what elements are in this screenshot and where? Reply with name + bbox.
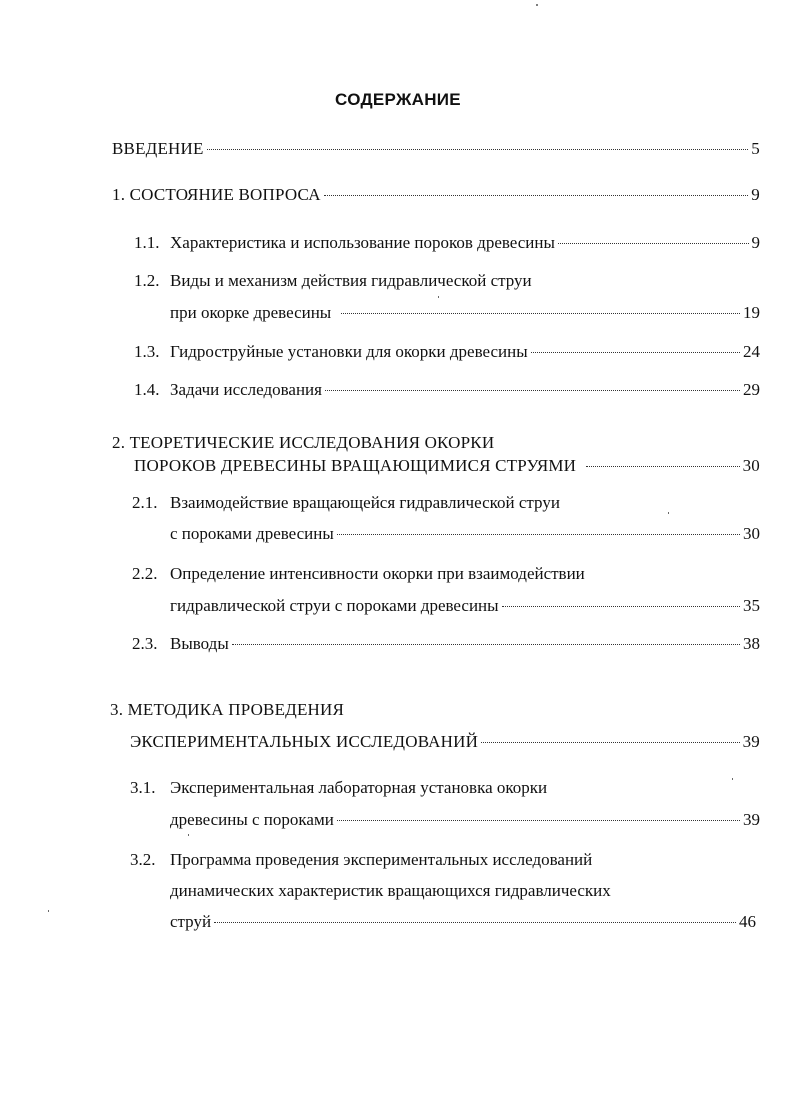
toc-entry-chapter-3-line1[interactable]: 3. МЕТОДИКА ПРОВЕДЕНИЯ xyxy=(110,700,345,719)
toc-entry-2-1-line1[interactable] xyxy=(132,493,560,515)
toc-entry-2-1-line2[interactable] xyxy=(170,524,760,546)
toc-section-number: 3.1. xyxy=(130,778,156,797)
scan-speck xyxy=(536,4,538,6)
toc-entry-text: 1. СОСТОЯНИЕ ВОПРОСА xyxy=(112,185,321,204)
toc-entry-text: Взаимодействие вращающейся гидравлической струи xyxy=(170,493,560,512)
toc-entry-chapter-3-line2[interactable] xyxy=(130,732,760,754)
dot-leader xyxy=(232,644,740,645)
toc-entry-text: Экспериментальная лабораторная установка окорки xyxy=(170,778,548,797)
toc-entry-1-2-line1[interactable] xyxy=(134,271,532,293)
dot-leader xyxy=(481,742,740,743)
toc-entry-2-3[interactable] xyxy=(132,634,760,656)
toc-section-number: 2.3. xyxy=(132,634,158,653)
toc-page-number: 29 xyxy=(743,380,760,399)
toc-entry-chapter-1[interactable] xyxy=(112,185,760,207)
dot-leader xyxy=(324,195,749,196)
toc-entry-3-1-line2[interactable] xyxy=(170,810,760,832)
dot-leader xyxy=(207,149,749,150)
toc-section-number: 1.2. xyxy=(134,271,160,290)
toc-page-number: 39 xyxy=(743,810,760,829)
toc-entry-text: древесины с пороками xyxy=(170,810,334,829)
toc-entry-text: ЭКСПЕРИМЕНТАЛЬНЫХ ИССЛЕДОВАНИЙ xyxy=(130,732,479,751)
dot-leader xyxy=(531,352,740,353)
toc-entry-text: Задачи исследования xyxy=(170,380,322,399)
toc-entry-text: при окорке древесины xyxy=(170,303,332,322)
toc-entry-chapter-2-line1[interactable]: 2. ТЕОРЕТИЧЕСКИЕ ИССЛЕДОВАНИЯ ОКОРКИ xyxy=(112,433,495,452)
dot-leader xyxy=(586,466,739,467)
toc-entry-text: ПОРОКОВ ДРЕВЕСИНЫ ВРАЩАЮЩИМИСЯ СТРУЯМИ xyxy=(134,456,577,475)
toc-entry-text: ВВЕДЕНИЕ xyxy=(112,139,204,158)
dot-leader xyxy=(341,313,740,314)
toc-entry-3-2-line3[interactable] xyxy=(170,912,756,934)
toc-section-number: 1.4. xyxy=(134,380,160,399)
dot-leader xyxy=(214,922,736,923)
dot-leader xyxy=(337,820,740,821)
page-title: СОДЕРЖАНИЕ xyxy=(335,90,461,109)
toc-page-number: 30 xyxy=(743,524,760,543)
scan-speck xyxy=(438,296,439,298)
scan-speck xyxy=(732,778,733,780)
toc-page-number: 9 xyxy=(751,233,760,252)
toc-entry-text: Виды и механизм действия гидравлической струи xyxy=(170,271,532,290)
toc-entry-chapter-2-line2[interactable] xyxy=(134,456,760,478)
toc-entry-2-2-line2[interactable] xyxy=(170,596,760,618)
toc-entry-1-2-line2[interactable] xyxy=(170,303,760,325)
dot-leader xyxy=(337,534,740,535)
toc-entry-2-2-line1[interactable] xyxy=(132,564,585,586)
scan-speck xyxy=(668,512,669,514)
toc-page-number: 35 xyxy=(743,596,760,615)
toc-entry-text: Гидроструйные установки для окорки древесины xyxy=(170,342,528,361)
toc-entry-text: Программа проведения экспериментальных исследований xyxy=(170,850,593,869)
toc-entry-1-4[interactable] xyxy=(134,380,760,402)
dot-leader xyxy=(325,390,740,391)
toc-page-number: 38 xyxy=(743,634,760,653)
scan-speck xyxy=(48,910,49,912)
toc-page-number: 30 xyxy=(742,456,760,475)
toc-entry-text: Характеристика и использование пороков древесины xyxy=(170,233,555,252)
toc-section-number: 2.1. xyxy=(132,493,158,512)
toc-entry-text: гидравлической струи с пороками древесины xyxy=(170,596,499,615)
toc-entry-text: струй xyxy=(170,912,212,931)
toc-page-number: 19 xyxy=(743,303,760,322)
toc-section-number: 1.3. xyxy=(134,342,160,361)
toc-entry-1-3[interactable] xyxy=(134,342,760,364)
toc-entry-3-2-line2[interactable]: динамических характеристик вращающихся гидравлических xyxy=(170,881,611,900)
toc-entry-3-2-line1[interactable] xyxy=(130,850,592,872)
toc-entry-3-1-line1[interactable] xyxy=(130,778,547,800)
toc-page-number: 5 xyxy=(751,139,760,158)
toc-page-number: 39 xyxy=(742,732,760,751)
toc-page-number: 46 xyxy=(739,912,756,931)
toc-section-number: 1.1. xyxy=(134,233,160,252)
toc-entry-text: с пороками древесины xyxy=(170,524,334,543)
toc-section-number: 2.2. xyxy=(132,564,158,583)
toc-entry-intro[interactable] xyxy=(112,139,760,161)
toc-entry-text: Определение интенсивности окорки при взаимодействии xyxy=(170,564,585,583)
toc-page-number: 9 xyxy=(751,185,760,204)
dot-leader xyxy=(502,606,740,607)
toc-entry-text: Выводы xyxy=(170,634,229,653)
toc-page-number: 24 xyxy=(743,342,760,361)
toc-section-number: 3.2. xyxy=(130,850,156,869)
toc-entry-1-1[interactable] xyxy=(134,233,760,255)
scan-speck xyxy=(188,834,189,836)
dot-leader xyxy=(558,243,749,244)
